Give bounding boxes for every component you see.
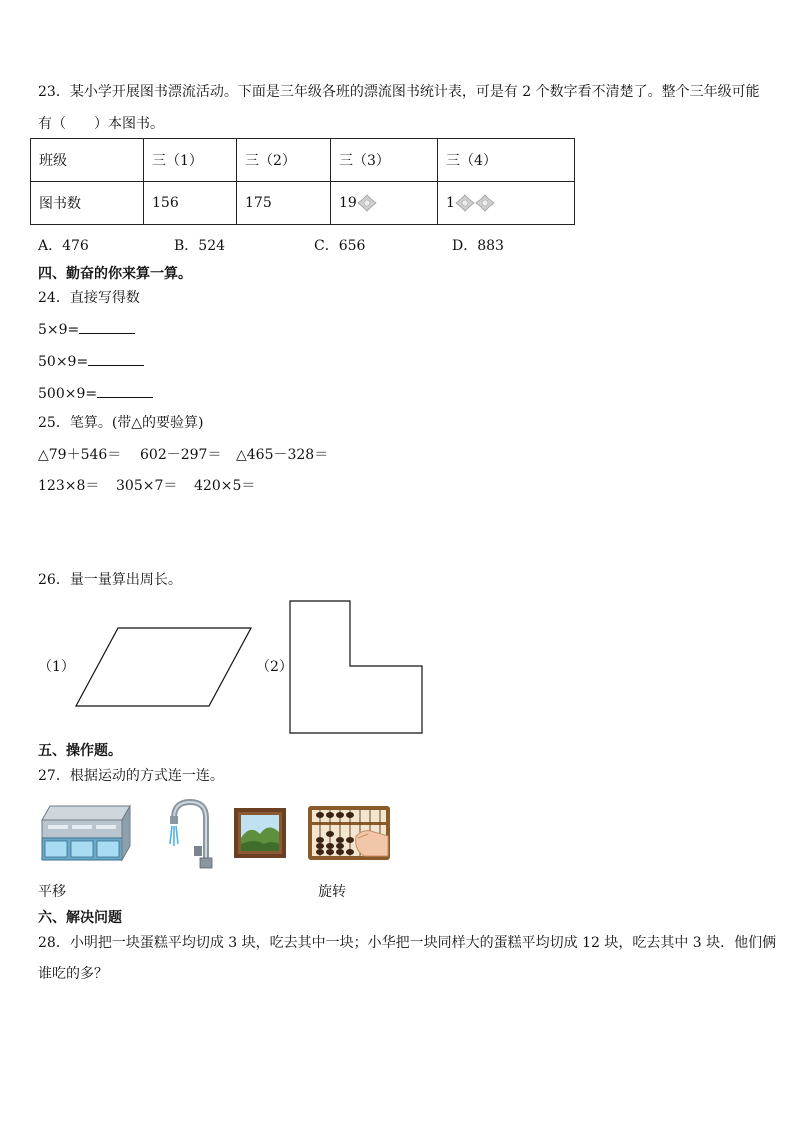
option-a: A．476 — [38, 238, 89, 254]
option-d: D．883 — [452, 238, 504, 254]
table-cell: 156 — [144, 182, 237, 225]
table-cell-value: 1 — [446, 195, 455, 211]
q26-title: 26．量一量算出周长。 — [38, 572, 182, 588]
q23-line1: 23．某小学开展图书漂流活动。下面是三年级各班的漂流图书统计表，可是有 2 个数字看不清楚了。整个三年级可能 — [38, 84, 760, 100]
table-header-cell: 三（4） — [438, 139, 575, 182]
framed-picture-icon — [234, 808, 286, 858]
table-row-label: 图书数 — [31, 182, 144, 225]
table-header-cell: 班级 — [31, 139, 144, 182]
label-rotation: 旋转 — [318, 884, 346, 900]
abacus-icon — [308, 806, 390, 860]
drawer-cabinet-icon — [42, 806, 130, 862]
q24-expression: 500×9= — [38, 386, 98, 402]
section-heading: 五、操作题。 — [38, 743, 122, 759]
table-header-cell: 三（2） — [237, 139, 331, 182]
table-cell-value: 19 — [339, 195, 357, 211]
q24-expression: 50×9= — [38, 354, 89, 370]
shape-label-2: （2） — [256, 659, 293, 675]
q23-line2: 有（ ）本图书。 — [38, 116, 164, 132]
table-header-cell: 三（1） — [144, 139, 237, 182]
table-header-cell: 三（3） — [331, 139, 438, 182]
q25-expression: △79＋546＝ — [38, 447, 122, 463]
q25-expression: 602－297＝ — [140, 447, 222, 463]
q25-expression: △465－328＝ — [236, 447, 329, 463]
q25-title: 25．笔算。(带△的要验算) — [38, 415, 204, 431]
q27-title: 27．根据运动的方式连一连。 — [38, 768, 224, 784]
q24-title: 24．直接写得数 — [38, 290, 140, 306]
q25-expression: 305×7＝ — [116, 478, 178, 494]
option-c: C．656 — [314, 238, 366, 254]
q28-line1: 28．小明把一块蛋糕平均切成 3 块，吃去其中一块；小华把一块同样大的蛋糕平均切成 12 块，吃去其中 3 块．他们俩 — [38, 935, 777, 951]
q25-expression: 420×5＝ — [194, 478, 256, 494]
table-cell: 175 — [237, 182, 331, 225]
shape-label-1: （1） — [38, 659, 75, 675]
q24-expression: 5×9= — [38, 322, 80, 338]
q28-line2: 谁吃的多？ — [38, 966, 108, 982]
section-heading: 六、解决问题 — [38, 910, 122, 926]
faucet-icon — [164, 798, 216, 870]
q25-expression: 123×8＝ — [38, 478, 100, 494]
section-heading: 四、勤奋的你来算一算。 — [38, 266, 192, 282]
option-b: B．524 — [174, 238, 226, 254]
label-translation: 平移 — [38, 884, 66, 900]
